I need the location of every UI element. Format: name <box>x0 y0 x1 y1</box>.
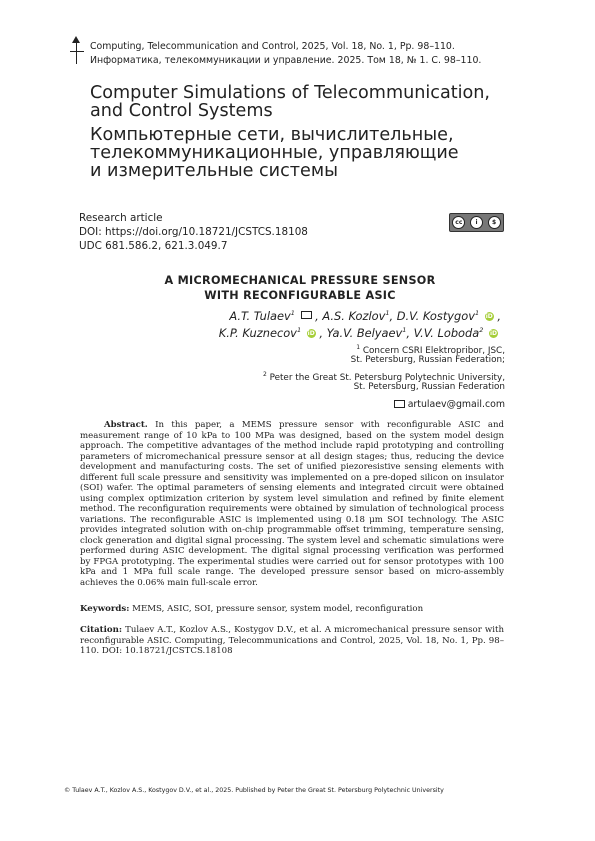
author-name: A.S. Kozlov <box>322 308 386 323</box>
author-affil-sup: 2 <box>479 326 484 334</box>
cc-icon: cc <box>452 216 465 229</box>
abstract <box>80 420 504 588</box>
affiliation-sup: 1 <box>356 344 361 351</box>
corresponding-email[interactable] <box>392 399 505 411</box>
author-affil-sup: 1 <box>385 309 390 317</box>
envelope-icon[interactable] <box>301 311 312 319</box>
section-title-ru-1: Компьютерные сети, вычислительные, <box>90 125 454 145</box>
citation-label: Citation: <box>80 625 123 635</box>
section-title-ru-3: и измерительные системы <box>90 161 339 181</box>
author-name: Ya.V. Belyaev <box>326 325 403 340</box>
paper-title-line-2: WITH RECONFIGURABLE ASIC <box>204 289 396 302</box>
header-arrow-bar <box>70 51 84 52</box>
orcid-icon[interactable]: iD <box>485 312 493 320</box>
by-icon: i <box>470 216 483 229</box>
citation <box>80 625 504 657</box>
section-title-en-1: Computer Simulations of Telecommunication, <box>90 83 491 103</box>
nc-icon: $ <box>488 216 501 229</box>
cc-by-nc-icon[interactable] <box>449 213 504 232</box>
article-type: Research article <box>79 212 163 224</box>
authors-line-2: K.P. Kuznecov$^1$ iD , Ya.V. Belyaev$^1$, V.V. Loboda$^2$ iD <box>218 325 498 340</box>
affiliation-text: Peter the Great St. Petersburg Polytechnic University, <box>269 372 505 383</box>
article-doi[interactable]: DOI: https://doi.org/10.18721/JCSTCS.18108 <box>79 226 308 238</box>
affiliation-sup: 2 <box>262 371 267 378</box>
author-affil-sup: 1 <box>290 309 295 317</box>
journal-citation-en: Computing, Telecommunication and Control, 2025, Vol. 18, No. 1, Pp. 98–110. <box>90 41 455 52</box>
keywords-text: MEMS, ASIC, SOI, pressure sensor, system model, reconfiguration <box>132 604 424 614</box>
citation-text: Tulaev A.T., Kozlov A.S., Kostygov D.V., et al. A micromechanical pressure sensor with reconfigurable ASIC. Computing, Telecommunications and Control, 2025, Vol. 18, No. 1, Pp. 98–110. DOI: 10.18721/JCSTCS.18108 <box>80 625 504 656</box>
keywords-label: Keywords: <box>80 604 130 614</box>
orcid-icon[interactable]: iD <box>489 329 498 337</box>
section-title-ru-2: телекоммуникационные, управляющие <box>90 143 459 163</box>
header-arrow-stem <box>76 40 77 64</box>
envelope-icon <box>394 400 405 408</box>
keywords <box>80 604 504 615</box>
orcid-icon[interactable]: iD <box>307 329 315 337</box>
email-text: artulaev@gmail.com <box>407 399 505 410</box>
author-affil-sup: 1 <box>474 309 480 317</box>
abstract-label: Abstract. <box>104 420 148 430</box>
author-affil-sup: 1 <box>402 326 407 334</box>
section-title-en-2: and Control Systems <box>90 101 273 121</box>
affiliation-1-line-2: St. Petersburg, Russian Federation; <box>350 355 505 365</box>
article-udc: UDC 681.586.2, 621.3.049.7 <box>79 240 228 252</box>
affiliation-2-line-2: St. Petersburg, Russian Federation <box>353 382 505 392</box>
author-name: K.P. Kuznecov <box>218 325 297 340</box>
abstract-text: In this paper, a MEMS pressure sensor with reconfigurable ASIC and measurement range of 10 kPa to 100 MPa was designed, based on the system model design approach. The competitive advantages of the method include rapid prototyping and controlling parameters of micromechanical pressure sensor at all design stages; thus, reducing the device development and manufacturing costs. The set of unified piezoresistive sensing elements with different full scale pressure and sensitivity was implemented on a pre-doped silicon on insulator (SOI) wafer. The optimal parameters of sensing elements and integrated circuit were obtained using complex optimization criterion by system level simulation and refined by finite element method. The reconfiguration requirements were obtained by simulation of technological process variations. The reconfigurable ASIC is implemented using 0.18 μm SOI technology. The ASIC provides integrated solution with on-chip programmable offset trimming, temperature sensing, clock generation and digital signal processing. The system level and schematic simulations were performed during ASIC development. The digital signal processing verification was performed by FPGA prototyping. The experimental studies were carried out for sensor prototypes with 100 kPa and 1 MPa full scale range. The developed pressure sensor based on micro-assembly achieves the 0.06% main full-scale error. <box>80 420 505 588</box>
journal-citation-ru: Информатика, телекоммуникации и управление. 2025. Том 18, № 1. С. 98–110. <box>90 55 482 66</box>
copyright-footer: © Tulaev A.T., Kozlov A.S., Kostygov D.V., et al., 2025. Published by Peter the Great St. Petersburg Polytechnic University <box>64 787 444 794</box>
affiliation-text: Concern CSRI Elektropribor, JSC, <box>362 345 505 356</box>
author-affil-sup: 1 <box>296 326 302 334</box>
authors-line-1: A.T. Tulaev$^1$ , A.S. Kozlov$^1$, D.V. Kostygov$^1$ iD , <box>229 308 501 323</box>
author-name: A.T. Tulaev <box>229 308 291 323</box>
paper-title-line-1: A MICROMECHANICAL PRESSURE SENSOR <box>164 274 436 287</box>
author-name: V.V. Loboda <box>413 325 480 340</box>
author-name: D.V. Kostygov <box>396 308 475 323</box>
